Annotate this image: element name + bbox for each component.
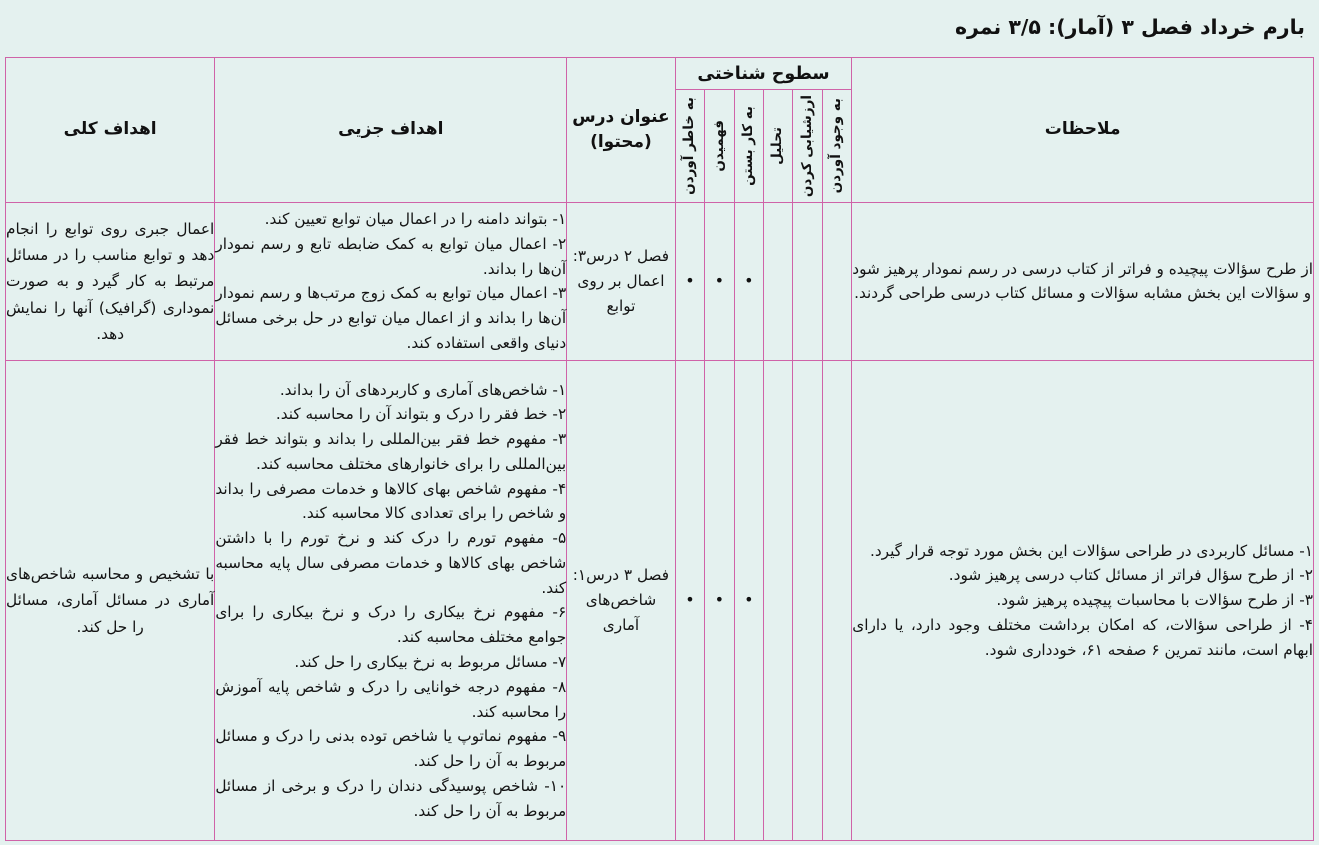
header-cognitive-level-understanding: [705, 90, 734, 203]
header-row-top: [6, 58, 1314, 90]
row-2-mark-understanding-value: •: [714, 590, 725, 610]
row-1-mark-remembering: [675, 203, 704, 361]
header-notes: ملاحظات: [852, 58, 1314, 203]
barem-table-container: [5, 57, 1314, 841]
header-detailed-objectives: اهداف جزیی: [215, 58, 567, 203]
header-cognitive-level-analyzing-label: تحلیل: [769, 127, 786, 165]
header-general-objectives: اهداف کلی: [6, 58, 215, 203]
row-2-objective-item: ۵- مفهوم تورم را درک کند و نرخ تورم را با داشتن شاخص بهای کالاها و خدمات مصرفی سال پایه محاسبه کند.: [215, 529, 567, 597]
row-2-mark-applying: [734, 360, 763, 840]
row-1-objective-item: ۱- بتواند دامنه را در اعمال میان توابع تعیین کند.: [264, 210, 567, 229]
table-row: [6, 203, 1314, 361]
row-2-objective-item: ۱۰- شاخص پوسیدگی دندان را درک و برخی از مسائل مربوط به آن را حل کند.: [215, 776, 567, 820]
header-cognitive-level-remembering: [675, 90, 704, 203]
row-2-objective-item: ۶- مفهوم نرخ بیکاری را درک و نرخ بیکاری را برای جوامع مختلف محاسبه کند.: [215, 603, 567, 647]
row-2-objective-item: ۱- شاخص‌های آماری و کاربردهای آن را بداند.: [279, 380, 567, 399]
row-2-objective-item: ۲- خط فقر را درک و بتواند آن را محاسبه کند.: [275, 405, 567, 424]
row-2-mark-remembering: [675, 360, 704, 840]
header-lesson-title: عنوان درس (محتوا): [567, 58, 676, 203]
row-1-mark-creating: [822, 203, 851, 361]
title-bar: [0, 0, 1319, 53]
header-cognitive-level-understanding-label: فهمیدن: [710, 120, 727, 172]
header-cognitive-level-creating: [822, 90, 851, 203]
row-2-general-objectives: با تشخیص و محاسبه شاخص‌های آماری در مسائل آماری، مسائل را حل کند.: [6, 360, 215, 840]
row-2-notes: [852, 360, 1314, 840]
header-cognitive-level-applying-label: به کار بستن: [740, 106, 757, 186]
header-cognitive-levels-group: سطوح شناختی: [675, 58, 852, 90]
header-cognitive-level-remembering-label: به خاطر آوردن: [681, 97, 698, 195]
page-title: بارم خرداد فصل ۳ (آمار): ۳/۵ نمره: [954, 14, 1305, 39]
row-2-mark-analyzing: [764, 360, 793, 840]
header-cognitive-level-analyzing: [764, 90, 793, 203]
header-cognitive-level-evaluating: [793, 90, 822, 203]
row-2-objective-item: ۹- مفهوم نماتوپ یا شاخص توده بدنی را درک و مسائل مربوط به آن را حل کند.: [215, 727, 567, 771]
row-2-note-item: ۳- از طرح سؤالات با محاسبات پیچیده پرهیز شود.: [996, 591, 1313, 610]
row-1-mark-analyzing: [764, 203, 793, 361]
row-2-mark-applying-value: •: [744, 590, 754, 610]
row-2-mark-evaluating: [793, 360, 822, 840]
row-2-lesson-title: فصل ۳ درس۱: شاخص‌های آماری: [567, 360, 676, 840]
row-2-note-item: ۱- مسائل کاربردی در طراحی سؤالات این بخش مورد توجه قرار گیرد.: [869, 541, 1313, 560]
row-2-objective-item: ۴- مفهوم شاخص بهای کالاها و خدمات مصرفی را بداند و شاخص را برای تعدادی کالا محاسبه کند.: [215, 479, 567, 523]
row-1-mark-understanding-value: •: [714, 271, 725, 291]
row-1-mark-evaluating: [793, 203, 822, 361]
row-2-objective-item: ۸- مفهوم درجه خوانایی را درک و شاخص پایه آموزش را محاسبه کند.: [215, 677, 567, 721]
row-1-mark-remembering-value: •: [685, 271, 695, 291]
row-2-detailed-objectives: [215, 360, 567, 840]
row-2-mark-understanding: [705, 360, 734, 840]
row-1-mark-applying: [734, 203, 763, 361]
row-1-notes: از طرح سؤالات پیچیده و فراتر از کتاب درسی در رسم نمودار پرهیز شود و سؤالات این بخش مشابه سؤالات و مسائل کتاب درسی طراحی گردند.: [852, 203, 1314, 361]
row-1-mark-applying-value: •: [744, 271, 754, 291]
header-cognitive-level-applying: [734, 90, 763, 203]
header-cognitive-level-creating-label: به وجود آوردن: [828, 98, 845, 194]
table-head: [6, 58, 1314, 203]
row-1-mark-understanding: [705, 203, 734, 361]
table-body: [6, 203, 1314, 841]
row-1-general-objectives: اعمال جبری روی توابع را انجام دهد و توابع مناسب را در مسائل مرتبط به کار گیرد و به صورت نموداری (گرافیک) آنها را نمایش دهد.: [6, 203, 215, 361]
row-2-note-item: ۴- از طراحی سؤالات، که امکان برداشت مختلف وجود دارد، یا دارای ابهام است، مانند تمرین ۶ صفحه ۶۱، خودداری شود.: [852, 615, 1313, 659]
header-cognitive-level-evaluating-label: ارزشیابی کردن: [798, 94, 815, 198]
row-2-mark-remembering-value: •: [685, 590, 695, 610]
row-1-objective-item: ۳- اعمال میان توابع به کمک زوج مرتب‌ها و رسم نمودار آن‌ها را بداند و از اعمال میان توابع در حل برخی مسائل دنیای واقعی استفاده کند.: [215, 284, 567, 353]
row-2-mark-creating: [822, 360, 851, 840]
row-1-lesson-title: فصل ۲ درس۳: اعمال بر روی توابع: [567, 203, 676, 361]
row-2-note-item: ۲- از طرح سؤال فراتر از مسائل کتاب درسی پرهیز شود.: [948, 566, 1313, 585]
row-2-objective-item: ۳- مفهوم خط فقر بین‌المللی را بداند و بتواند خط فقر بین‌المللی را برای خانوارهای مختلف محاسبه کند.: [215, 430, 567, 473]
row-1-objective-item: ۲- اعمال میان توابع به کمک ضابطه تابع و رسم نمودار آن‌ها را بداند.: [215, 234, 567, 278]
row-1-detailed-objectives: [215, 203, 567, 361]
row-2-objective-item: ۷- مسائل مربوط به نرخ بیکاری را حل کند.: [294, 653, 567, 672]
table-row: [6, 360, 1314, 840]
barem-table: [5, 57, 1314, 841]
